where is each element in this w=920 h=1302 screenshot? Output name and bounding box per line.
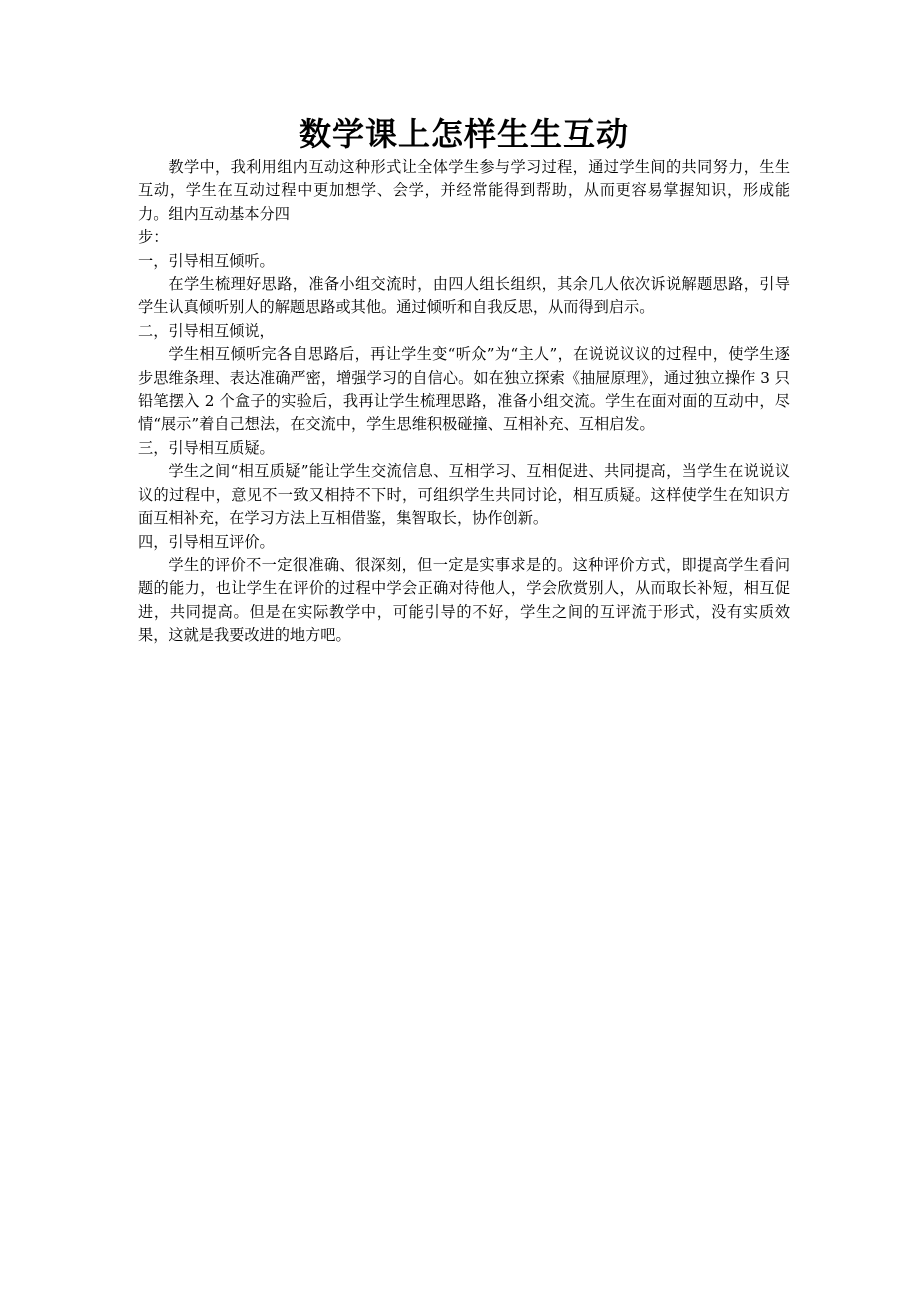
section-body-2: 学生相互倾听完各自思路后，再让学生变“听众”为“主人”，在说说议议的过程中，使学生逐步思维条理、表达准确严密，增强学习的自信心。如在独立探索《抽屉原理》，通过独立操作 3 只铅笔摆入 2 个盒子的实验后，我再让学生梳理思路，准备小组交流。学生在面对面的互动中，尽情“展示”着自己想法，在交流中，学生思维积极碰撞、互相补充、互相启发。	[138, 345, 790, 434]
section-heading-3: 三，引导相互质疑。	[138, 438, 275, 457]
section-heading-4: 四，引导相互评价。	[138, 532, 275, 551]
document-body	[138, 156, 790, 648]
intro-paragraph: 教学中，我利用组内互动这种形式让全体学生参与学习过程，通过学生间的共同努力，生生互动，学生在互动过程中更加想学、会学，并经常能得到帮助，从而更容易掌握知识，形成能力。组内互动基本分四	[138, 158, 790, 223]
section-body-4: 学生的评价不一定很准确、很深刻，但一定是实事求是的。这种评价方式，即提高学生看问题的能力，也让学生在评价的过程中学会正确对待他人，学会欣赏别人，从而取长补短，相互促进，共同提高。但是在实际教学中，可能引导的不好，学生之间的互评流于形式，没有实质效果，这就是我要改进的地方吧。	[138, 555, 790, 645]
document-page	[138, 112, 790, 648]
document-title: 数学课上怎样生生互动	[298, 115, 629, 153]
section-body-1: 在学生梳理好思路，准备小组交流时，由四人组长组织，其余几人依次诉说解题思路，引导学生认真倾听别人的解题思路或其他。通过倾听和自我反思，从而得到启示。	[138, 275, 790, 317]
intro-tail: 步：	[138, 228, 169, 247]
section-body-3: 学生之间“相互质疑”能让学生交流信息、互相学习、互相促进、共同提高，当学生在说说议议的过程中，意见不一致又相持不下时，可组织学生共同讨论，相互质疑。这样使学生在知识方面互相补充，在学习方法上互相借鉴，集智取长，协作创新。	[138, 462, 790, 528]
section-heading-2: 二，引导相互倾说，	[138, 321, 275, 340]
section-heading-1: 一，引导相互倾听。	[138, 251, 275, 270]
